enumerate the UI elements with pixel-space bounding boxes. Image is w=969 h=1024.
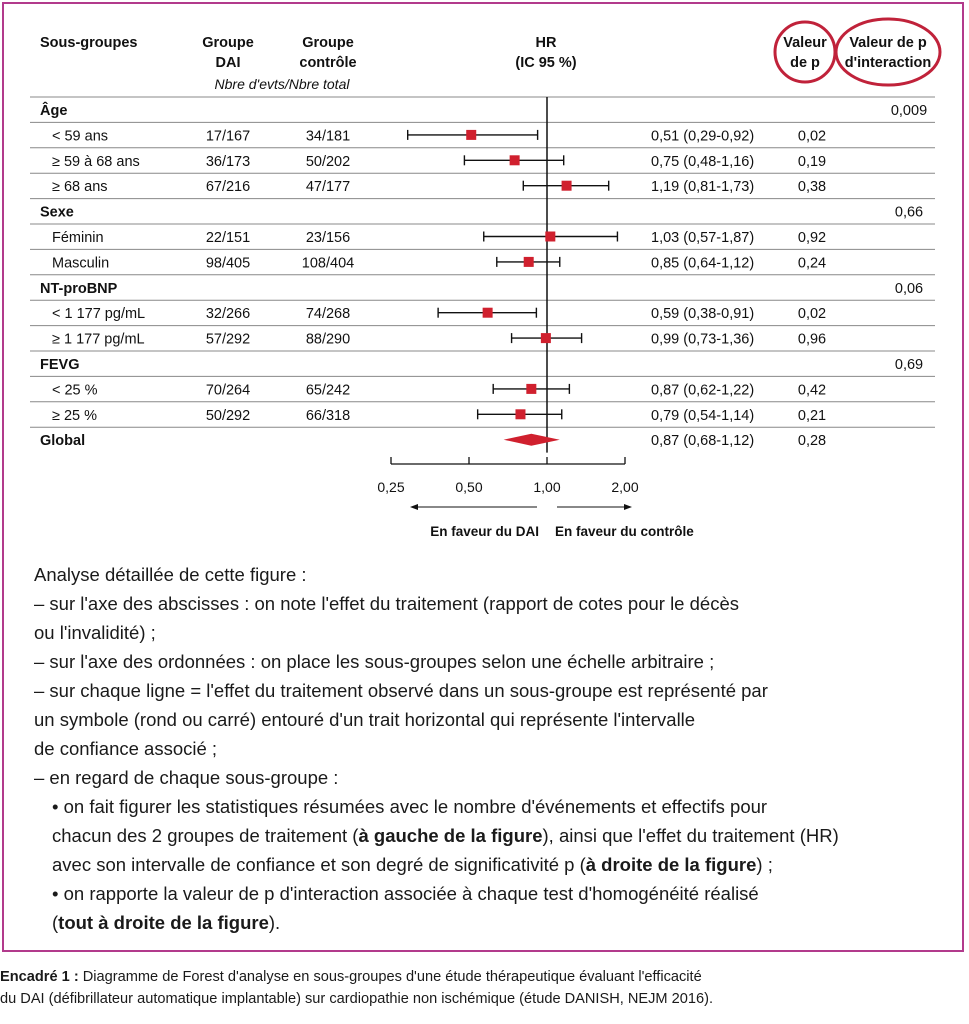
text-segment: ).	[268, 912, 281, 933]
text-segment: ) ;	[756, 854, 773, 875]
row-hr-ci: 0,99 (0,73-1,36)	[651, 331, 755, 348]
row-dai-count: 17/167	[205, 128, 251, 145]
p-value-highlight-circle	[775, 22, 835, 82]
caption-line1	[0, 966, 969, 988]
hr-point-marker	[515, 409, 525, 419]
plot-marks	[408, 130, 618, 446]
header-dai-line1: Groupe	[202, 35, 254, 51]
row-label: < 59 ans	[52, 128, 109, 145]
row-dai-count: 32/266	[205, 306, 251, 323]
emphasis-far-right-of-figure: tout à droite de la figure	[58, 912, 269, 933]
row-label: < 1 177 pg/mL	[52, 306, 146, 323]
x-tick-label: 1,00	[533, 479, 561, 495]
row-control-count: 23/156	[305, 230, 351, 246]
favour-labels	[410, 504, 694, 539]
header-p-line2: de p	[790, 55, 820, 71]
row-label: < 25 %	[52, 382, 98, 399]
header-pint-line1: Valeur de p	[849, 35, 927, 51]
caption-text-line1: Diagramme de Forest d'analyse en sous-groupes d'une étude thérapeutique évaluant l'efficacité	[78, 969, 702, 985]
figure-caption	[0, 966, 969, 1010]
x-tick-label: 0,50	[455, 479, 483, 495]
text-segment: (	[52, 912, 59, 933]
table-header	[40, 19, 940, 92]
row-control-count: 47/177	[305, 179, 351, 196]
row-dai-count: 57/292	[205, 331, 251, 348]
hr-point-marker	[466, 130, 476, 140]
hr-point-marker	[545, 232, 555, 242]
p-interaction-value: 0,69	[894, 357, 924, 373]
group-heading: Âge	[40, 103, 68, 119]
row-control-count: 65/242	[305, 382, 351, 399]
analysis-item2: – sur l'axe des ordonnées : on place les sous-groupes selon une échelle arbitraire ;	[34, 651, 715, 672]
row-label: Masculin	[52, 255, 110, 272]
overall-diamond	[504, 434, 560, 446]
row-control-count: 50/202	[305, 153, 351, 170]
row-p-value: 0,42	[797, 382, 827, 399]
caption-line2: du DAI (défibrillateur automatique implantable) sur cardiopathie non ischémique (étude DANISH, NEJM 2016).	[0, 991, 714, 1007]
row-hr-ci: 0,85 (0,64-1,12)	[651, 255, 755, 272]
analysis-item3-line3: de confiance associé ;	[34, 738, 218, 759]
row-dai-count: 70/264	[205, 382, 251, 399]
analysis-item3-line1: – sur chaque ligne = l'effet du traitement observé dans un sous-groupe est représenté par	[34, 680, 768, 701]
header-control-line2: contrôle	[299, 55, 357, 71]
analysis-text	[34, 560, 954, 937]
hr-point-marker	[526, 384, 536, 394]
overall-label: Global	[40, 433, 86, 450]
hr-point-marker	[562, 181, 572, 191]
text-segment: avec son intervalle de confiance et son degré de significativité p (	[52, 854, 586, 875]
x-axis	[377, 457, 638, 495]
emphasis-right-of-figure: à droite de la figure	[585, 854, 757, 875]
header-p-line1: Valeur	[783, 35, 827, 51]
overall-p-value: 0,28	[797, 433, 827, 450]
row-label: ≥ 1 177 pg/mL	[52, 331, 145, 348]
row-hr-ci: 0,79 (0,54-1,14)	[651, 407, 755, 424]
row-p-value: 0,19	[797, 153, 827, 170]
arrow-left-head	[410, 504, 418, 510]
x-tick-label: 2,00	[611, 479, 639, 495]
arrow-right-head	[624, 504, 632, 510]
p-interaction-highlight-circle	[836, 19, 940, 85]
row-label: Féminin	[52, 230, 104, 246]
row-hr-ci: 1,19 (0,81-1,73)	[651, 179, 755, 196]
group-heading: FEVG	[40, 357, 80, 373]
header-pint-line2: d'interaction	[844, 55, 932, 71]
row-dai-count: 67/216	[205, 179, 251, 196]
header-control-line1: Groupe	[302, 35, 354, 51]
hr-point-marker	[510, 155, 520, 165]
group-heading: Sexe	[40, 204, 74, 221]
row-control-count: 74/268	[305, 306, 351, 323]
header-hr-line2: (IC 95 %)	[515, 55, 577, 71]
row-p-value: 0,24	[797, 255, 827, 272]
hr-point-marker	[524, 257, 534, 267]
overall-hr-ci: 0,87 (0,68-1,12)	[651, 433, 755, 450]
row-p-value: 0,21	[797, 407, 827, 424]
p-interaction-value: 0,009	[890, 103, 928, 119]
table-rows	[30, 97, 935, 449]
analysis-bullet2-line2	[34, 908, 954, 937]
row-p-value: 0,02	[797, 306, 827, 323]
row-control-count: 108/404	[301, 255, 355, 272]
header-subgroups: Sous-groupes	[40, 35, 138, 51]
row-hr-ci: 0,87 (0,62-1,22)	[651, 382, 755, 399]
row-p-value: 0,92	[797, 230, 827, 246]
text-segment: ), ainsi que l'effet du traitement (HR)	[542, 825, 839, 846]
row-control-count: 88/290	[305, 331, 351, 348]
row-hr-ci: 1,03 (0,57-1,87)	[651, 230, 755, 246]
analysis-bullet1-line3	[34, 850, 954, 879]
text-segment: chacun des 2 groupes de traitement (	[52, 825, 359, 846]
row-p-value: 0,38	[797, 179, 827, 196]
header-counts-note: Nbre d'evts/Nbre total	[214, 76, 350, 92]
row-p-value: 0,02	[797, 128, 827, 145]
favour-control-label: En faveur du contrôle	[555, 524, 694, 539]
header-dai-line2: DAI	[215, 55, 241, 71]
row-p-value: 0,96	[797, 331, 827, 348]
analysis-bullet1-line2	[34, 821, 954, 850]
row-hr-ci: 0,51 (0,29-0,92)	[651, 128, 755, 145]
row-control-count: 34/181	[305, 128, 351, 145]
row-dai-count: 22/151	[205, 230, 251, 246]
analysis-item3-line2: un symbole (rond ou carré) entouré d'un trait horizontal qui représente l'intervalle	[34, 709, 696, 730]
row-label: ≥ 25 %	[52, 407, 98, 424]
analysis-intro: Analyse détaillée de cette figure :	[34, 564, 307, 585]
p-interaction-value: 0,66	[894, 204, 924, 221]
row-hr-ci: 0,75 (0,48-1,16)	[651, 153, 755, 170]
emphasis-left-of-figure: à gauche de la figure	[358, 825, 543, 846]
analysis-bullet2-line1: • on rapporte la valeur de p d'interaction associée à chaque test d'homogénéité réalisé	[52, 883, 759, 904]
hr-point-marker	[483, 308, 493, 318]
row-dai-count: 98/405	[205, 255, 251, 272]
row-control-count: 66/318	[305, 407, 351, 424]
analysis-item4: – en regard de chaque sous-groupe :	[34, 767, 339, 788]
hr-point-marker	[541, 333, 551, 343]
group-heading: NT-proBNP	[40, 280, 118, 297]
row-dai-count: 50/292	[205, 407, 251, 424]
p-interaction-value: 0,06	[894, 280, 924, 297]
row-dai-count: 36/173	[205, 153, 251, 170]
row-label: ≥ 68 ans	[52, 179, 108, 196]
caption-label: Encadré 1 :	[0, 969, 79, 985]
row-label: ≥ 59 à 68 ans	[52, 153, 140, 170]
analysis-item1-line2: ou l'invalidité) ;	[34, 622, 156, 643]
analysis-item1-line1: – sur l'axe des abscisses : on note l'effet du traitement (rapport de cotes pour le décès	[34, 593, 739, 614]
x-tick-label: 0,25	[377, 479, 405, 495]
header-hr-line1: HR	[535, 35, 557, 51]
row-hr-ci: 0,59 (0,38-0,91)	[651, 306, 755, 323]
analysis-bullet1-line1: • on fait figurer les statistiques résumées avec le nombre d'événements et effectifs pour	[52, 796, 768, 817]
favour-dai-label: En faveur du DAI	[430, 524, 539, 539]
